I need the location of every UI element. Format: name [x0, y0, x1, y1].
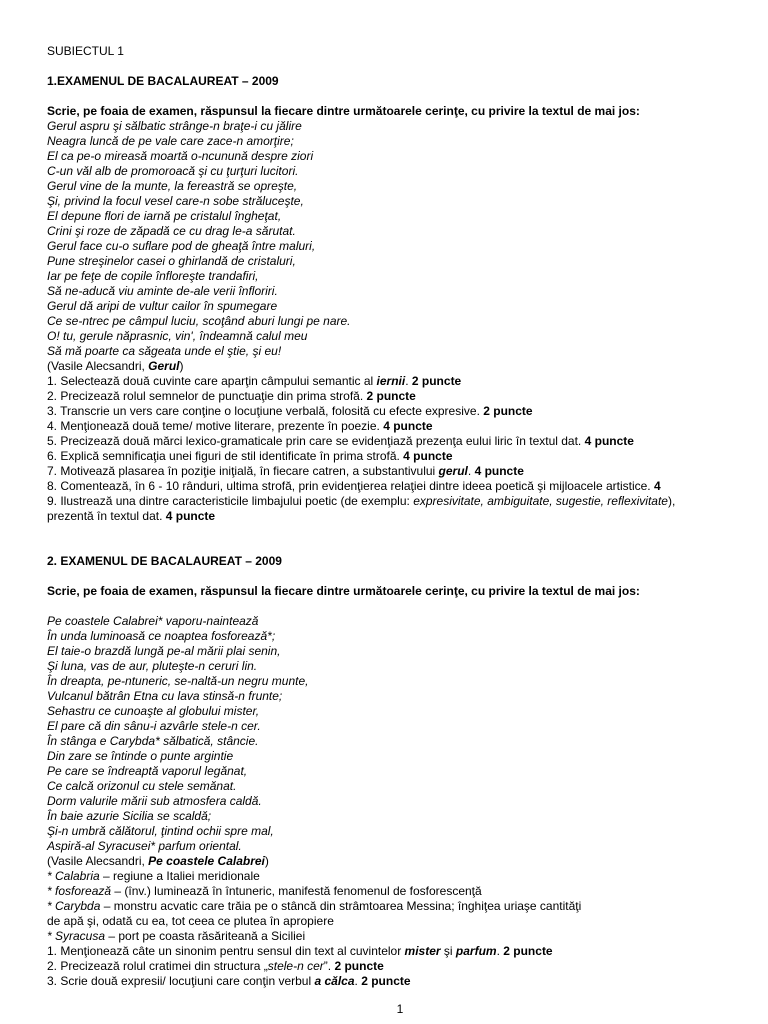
points: 2 puncte [361, 974, 411, 988]
document-page [47, 44, 737, 989]
poem-line: O! tu, gerule năprasnic, vin', îndeamnă calul meu [47, 329, 308, 343]
points: 2 puncte [411, 374, 462, 388]
footnote: * Syracusa – port pe coasta răsăriteană a Siciliei [47, 929, 306, 943]
section1-questions [47, 374, 737, 524]
poem-line: În dreapta, pe-ntuneric, se-naltă-un negru munte, [47, 674, 309, 688]
footnote: * Calabria – regiune a Italiei meridionale [47, 869, 260, 883]
question-1: 1. Menţionează câte un sinonim pentru sensul din text al cuvintelor mister şi parfum. 2 puncte [47, 944, 553, 958]
question-9: 9. Ilustrează una dintre caracteristicile limbajului poetic (de exemplu: expresivitate, ambiguitate, sugestie, reflexivitate), [47, 494, 676, 508]
section2-source: (Vasile Alecsandri, Pe coastele Calabrei) [47, 854, 269, 868]
poem-line: Să mă poarte ca săgeata unde el ştie, şi eu! [47, 344, 282, 358]
poem-line: Şi, privind la focul vesel care-n sobe străluceşte, [47, 194, 304, 208]
points: 2 puncte [334, 959, 384, 973]
question-5: 5. Precizează două mărci lexico-gramaticale prin care se evidenţiază prezenţa eului liric în textul dat. 4 puncte [47, 434, 634, 448]
poem-line: Ce calcă orizonul cu stele semănat. [47, 779, 237, 793]
footnote-cont: de apă şi, odată cu ea, tot ceea ce plutea în apropiere [47, 914, 334, 928]
section1-title: 1.EXAMENUL DE BACALAUREAT – 2009 [47, 74, 279, 88]
poem-line: În unda luminoasă ce noaptea fosforează*; [47, 629, 276, 643]
poem-line: Gerul aspru şi sălbatic strânge-n braţe-i cu jălire [47, 119, 302, 133]
poem-line: Neagra luncă de pe vale care zace-n amorţire; [47, 134, 294, 148]
question-4: 4. Menţionează două teme/ motive literare, prezente în poezie. 4 puncte [47, 419, 433, 433]
poem-line: Să ne-aducă viu aminte de-ale verii înfloriri. [47, 284, 278, 298]
poem-line: Iar pe feţe de copile înfloreşte trandafiri, [47, 269, 259, 283]
section1-source: (Vasile Alecsandri, Gerul) [47, 359, 184, 373]
points: 2 puncte [366, 389, 416, 403]
poem-line: Dorm valurile mării sub atmosfera caldă. [47, 794, 262, 808]
question-2: 2. Precizează rolul cratimei din structura „stele-n cer”. 2 puncte [47, 959, 384, 973]
question-1: 1. Selectează două cuvinte care aparţin câmpului semantic al iernii. 2 puncte [47, 374, 462, 388]
poem-line: El taie-o brazdă lungă pe-al mării plai senin, [47, 644, 281, 658]
poem-title: Pe coastele Calabrei [148, 854, 265, 868]
points: 2 puncte [503, 944, 553, 958]
question-7: 7. Motivează plasarea în poziţie iniţială, în fiecare catren, a substantivului gerul. 4 puncte [47, 464, 524, 478]
points: 4 puncte [474, 464, 524, 478]
poem-line: Gerul vine de la munte, la fereastră se opreşte, [47, 179, 298, 193]
points: 4 [653, 479, 661, 493]
section2-instruction: Scrie, pe foaia de examen, răspunsul la fiecare dintre următoarele cerinţe, cu privire la textul de mai jos: [47, 584, 640, 598]
question-6: 6. Explică semnificaţia unei figuri de stil identificate în prima strofă. 4 puncte [47, 449, 453, 463]
poem-line: Pe care se îndreaptă vaporul legănat, [47, 764, 248, 778]
section2-questions [47, 944, 737, 989]
section1-instruction: Scrie, pe foaia de examen, răspunsul la fiecare dintre următoarele cerinţe, cu privire la textul de mai jos: [47, 104, 640, 118]
question-9-cont: prezentă în textul dat. 4 puncte [47, 509, 216, 523]
poem-line: Aspiră-al Syracusei* parfum oriental. [47, 839, 242, 853]
points: 4 puncte [165, 509, 216, 523]
question-2: 2. Precizează rolul semnelor de punctuaţie din prima strofă. 2 puncte [47, 389, 416, 403]
poem-line: Din zare se întinde o punte argintie [47, 749, 234, 763]
poem-line: Şi-n umbră călătorul, ţintind ochii spre mal, [47, 824, 274, 838]
points: 4 puncte [584, 434, 634, 448]
poem-line: Pune streşinelor casei o ghirlandă de cristaluri, [47, 254, 296, 268]
poem-line: Şi luna, vas de aur, pluteşte-n ceruri lin. [47, 659, 258, 673]
poem-line: În baie azurie Sicilia se scaldă; [47, 809, 212, 823]
poem-line: C-un văl alb de promoroacă şi cu ţurţuri lucitori. [47, 164, 299, 178]
section2-notes [47, 869, 737, 944]
section1-poem [47, 119, 737, 359]
poem-line: Gerul dă aripi de vultur cailor în spumegare [47, 299, 278, 313]
question-8: 8. Comentează, în 6 - 10 rânduri, ultima strofă, prin evidenţierea relaţiei dintre ideea poetică şi mijloacele artistice. 4 [47, 479, 661, 493]
poem-line: În stânga e Carybda* sălbatică, stâncie. [47, 734, 259, 748]
section2-title: 2. EXAMENUL DE BACALAUREAT – 2009 [47, 554, 282, 568]
poem-line: Pe coastele Calabrei* vaporu-naintează [47, 614, 259, 628]
poem-line: El pare că din sânu-i azvârle stele-n cer. [47, 719, 261, 733]
poem-line: Crini şi roze de zăpadă ce cu drag le-a sărutat. [47, 224, 296, 238]
footnote: * fosforează – (înv.) luminează în întuneric, manifestă fenomenul de fosforescenţă [47, 884, 482, 898]
poem-line: El depune flori de iarnă pe cristalul îngheţat, [47, 209, 282, 223]
footnote: * Carybda – monstru acvatic care trăia pe o stâncă din strâmtoarea Messina; înghiţea uriaşe cantităţi [47, 899, 582, 913]
poem-line: Gerul face cu-o suflare pod de gheaţă între maluri, [47, 239, 316, 253]
points: 4 puncte [403, 449, 453, 463]
poem-line: Sehastru ce cunoaşte al globului mister, [47, 704, 260, 718]
subject-header: SUBIECTUL 1 [47, 44, 124, 58]
page-number: 1 [396, 1002, 404, 1016]
question-3: 3. Scrie două expresii/ locuţiuni care conţin verbul a călca. 2 puncte [47, 974, 411, 988]
points: 2 puncte [483, 404, 533, 418]
points: 4 puncte [383, 419, 433, 433]
poem-line: El ca pe-o mireasă moartă o-ncunună despre ziori [47, 149, 314, 163]
poem-line: Vulcanul bătrân Etna cu lava stinsă-n frunte; [47, 689, 283, 703]
poem-title: Gerul [148, 359, 180, 373]
question-3: 3. Transcrie un vers care conţine o locuţiune verbală, folosită cu efecte expresive. 2 puncte [47, 404, 533, 418]
poem-line: Ce se-ntrec pe câmpul luciu, scoţând aburi lungi pe nare. [47, 314, 351, 328]
section2-poem [47, 614, 737, 854]
